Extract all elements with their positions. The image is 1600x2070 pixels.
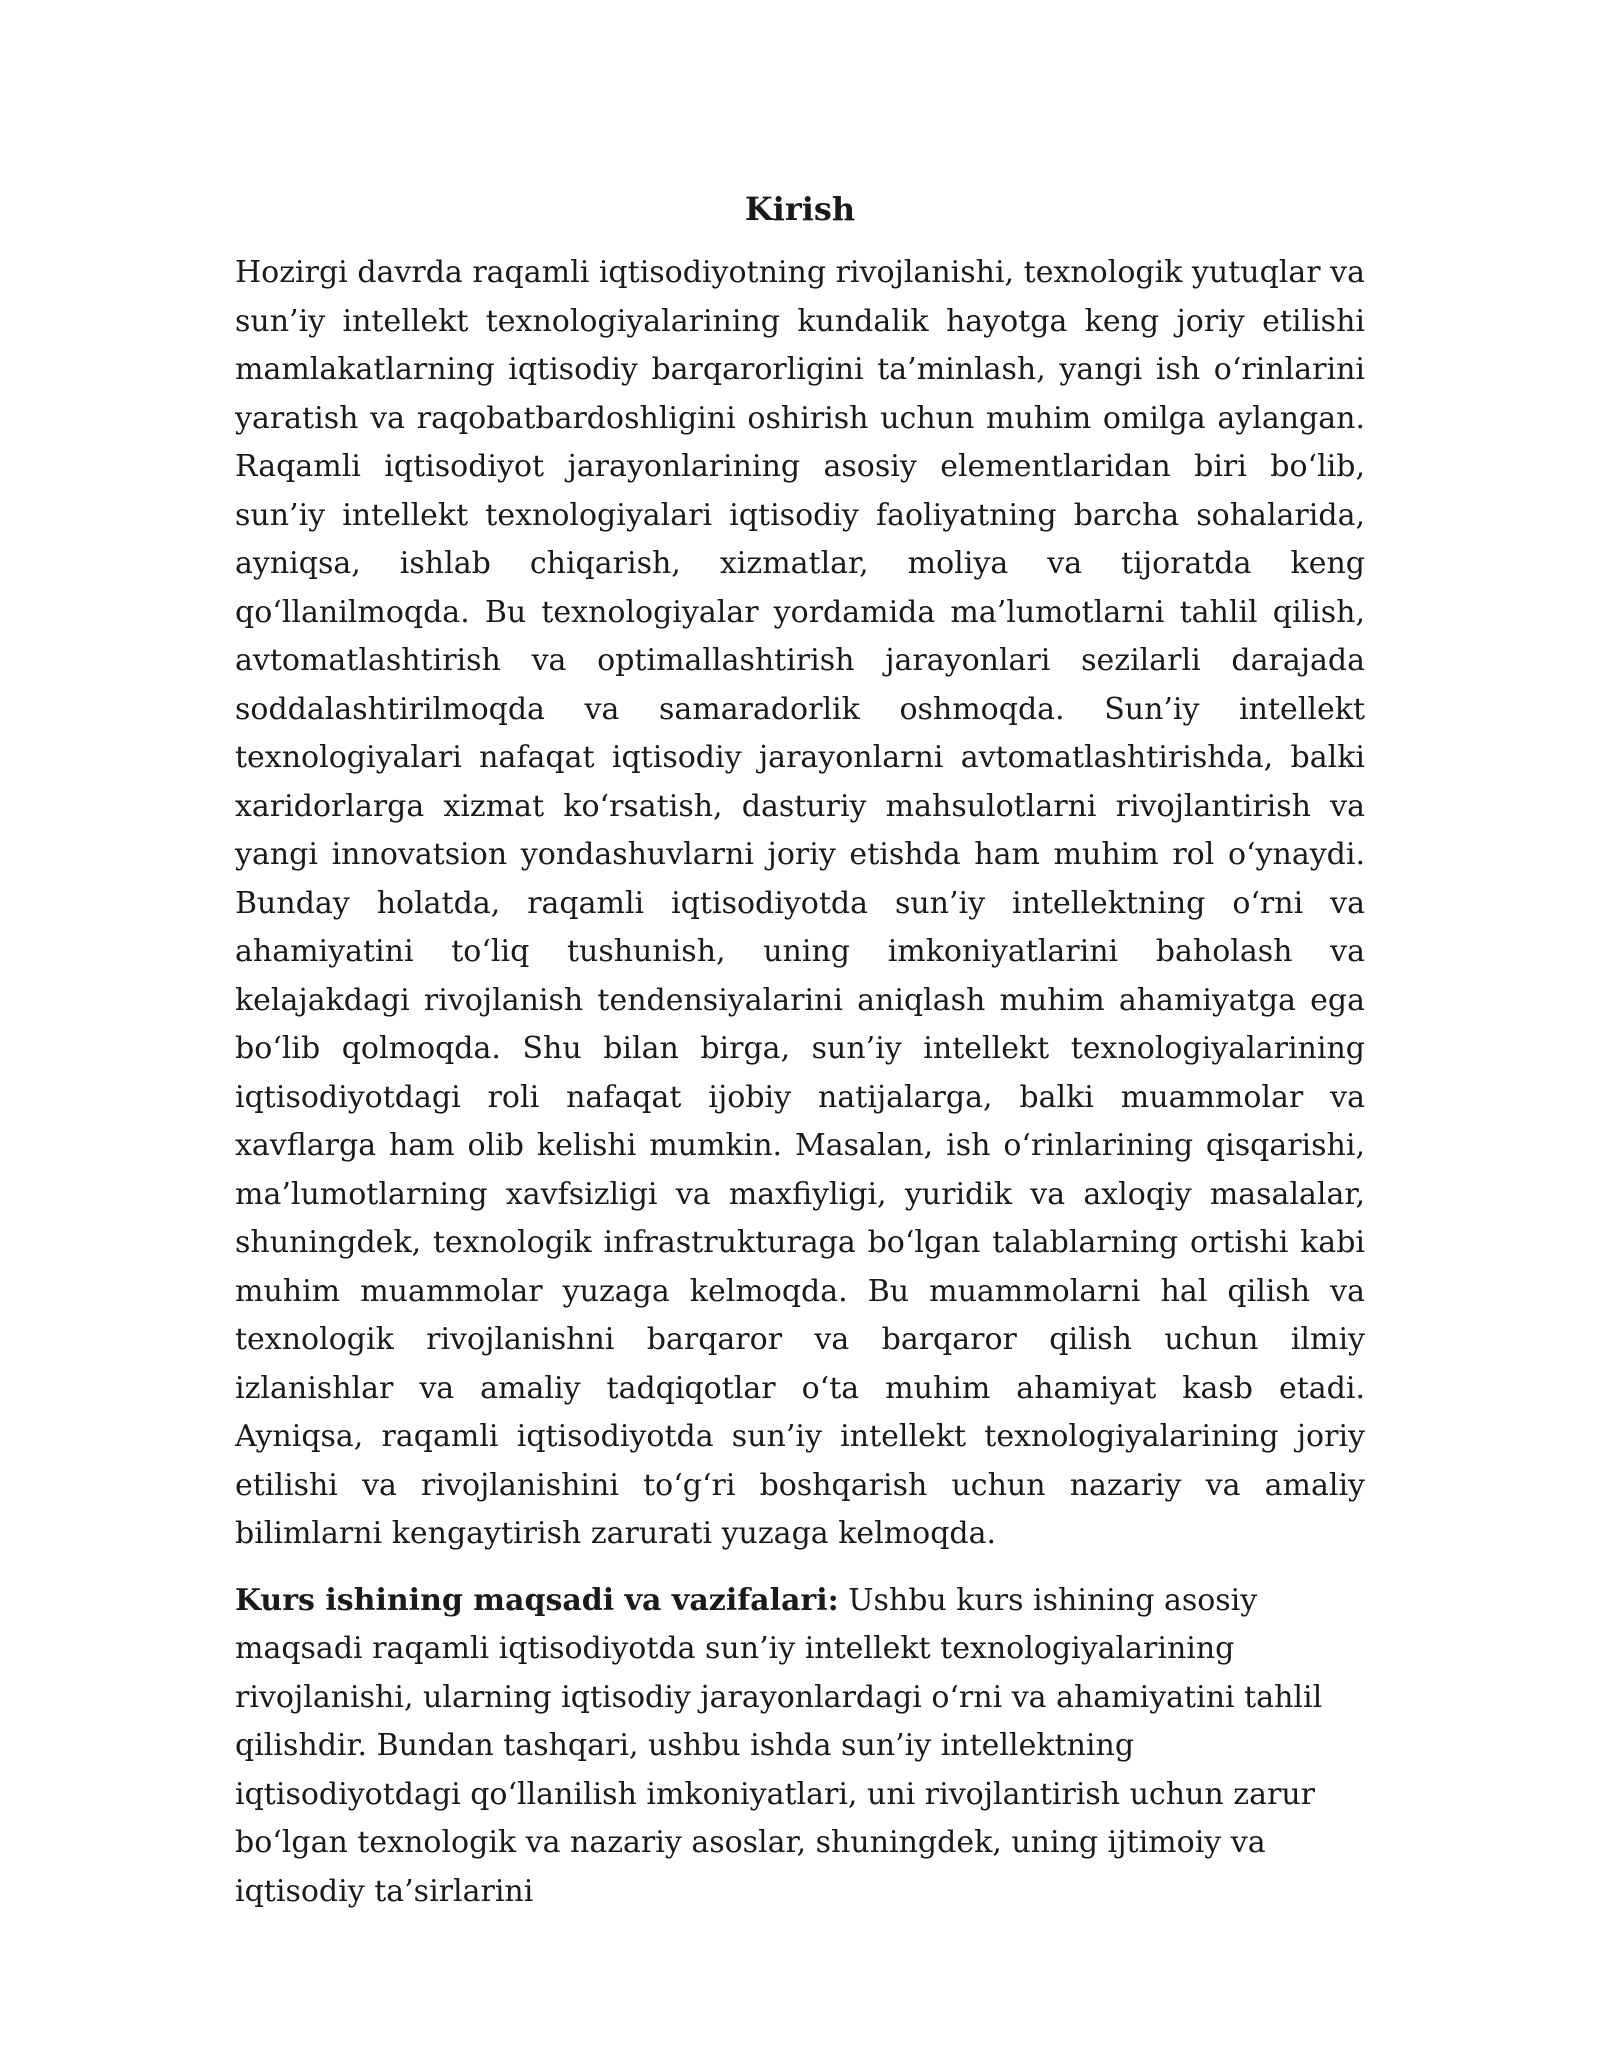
intro-paragraph: Hozirgi davrda raqamli iqtisodiyotning rivojlanishi, texnologik yutuqlar va sun’iy intellekt texnologiyalarining kundalik hayotga keng joriy etilishi mamlakatlarning iqtisodiy barqarorligini ta’minlash, yangi ish o‘rinlarini yaratish va raqobatbardoshligini oshirish uchun muhim omilga aylangan. Raqamli iqtisodiyot jarayonlarining asosiy elementlaridan biri bo‘lib, sun’iy intellekt texnologiyalari iqtisodiy faoliyatning barcha sohalarida, ayniqsa, ishlab chiqarish, xizmatlar, moliya va tijoratda keng qo‘llanilmoqda. Bu texnologiyalar yordamida ma’lumotlarni tahlil qilish, avtomatlashtirish va optimallashtirish jarayonlari sezilarli darajada soddalashtirilmoqda va samaradorlik oshmoqda. Sun’iy intellekt texnologiyalari nafaqat iqtisodiy jarayonlarni avtomatlashtirishda, balki xaridorlarga xizmat ko‘rsatish, dasturiy mahsulotlarni rivojlantirish va yangi innovatsion yondashuvlarni joriy etishda ham muhim rol o‘ynaydi. Bunday holatda, raqamli iqtisodiyotda sun’iy intellektning o‘rni va ahamiyatini to‘liq tushunish, uning imkoniyatlarini baholash va kelajakdagi rivojlanish tendensiyalarini aniqlash muhim ahamiyatga ega bo‘lib qolmoqda. Shu bilan birga, sun’iy intellekt texnologiyalarining iqtisodiyotdagi roli nafaqat ijobiy natijalarga, balki muammolar va xavflarga ham olib kelishi mumkin. Masalan, ish o‘rinlarining qisqarishi, ma’lumotlarning xavfsizligi va maxfiyligi, yuridik va axloqiy masalalar, shuningdek, texnologik infrastrukturaga bo‘lgan talablarning ortishi kabi muhim muammolar yuzaga kelmoqda. Bu muammolarni hal qilish va texnologik rivojlanishni barqaror va barqaror qilish uchun ilmiy izlanishlar va amaliy tadqiqotlar o‘ta muhim ahamiyat kasb etadi. Ayniqsa, raqamli iqtisodiyotda sun’iy intellekt texnologiyalarining joriy etilishi va rivojlanishini to‘g‘ri boshqarish uchun nazariy va amaliy bilimlarni kengaytirish zarurati yuzaga kelmoqda. (235, 255, 1365, 1551)
goals-paragraph (235, 1577, 1365, 1917)
goals-label: Kurs ishining maqsadi va vazifalari: (235, 1582, 839, 1618)
goals-text: Ushbu kurs ishining asosiy maqsadi raqamli iqtisodiyotda sun’iy intellekt texnologiyalarining rivojlanishi, ularning iqtisodiy jarayonlardagi o‘rni va ahamiyatini tahlil qilishdir. Bundan tashqari, ushbu ishda sun’iy intellektning iqtisodiyotdagi qo‘llanilish imkoniyatlari, uni rivojlantirish uchun zarur bo‘lgan texnologik va nazariy asoslar, shuningdek, uning ijtimoiy va iqtisodiy ta’sirlarini (235, 1582, 1323, 1909)
section-title: Kirish (744, 190, 856, 228)
document-page (235, 185, 1365, 1916)
